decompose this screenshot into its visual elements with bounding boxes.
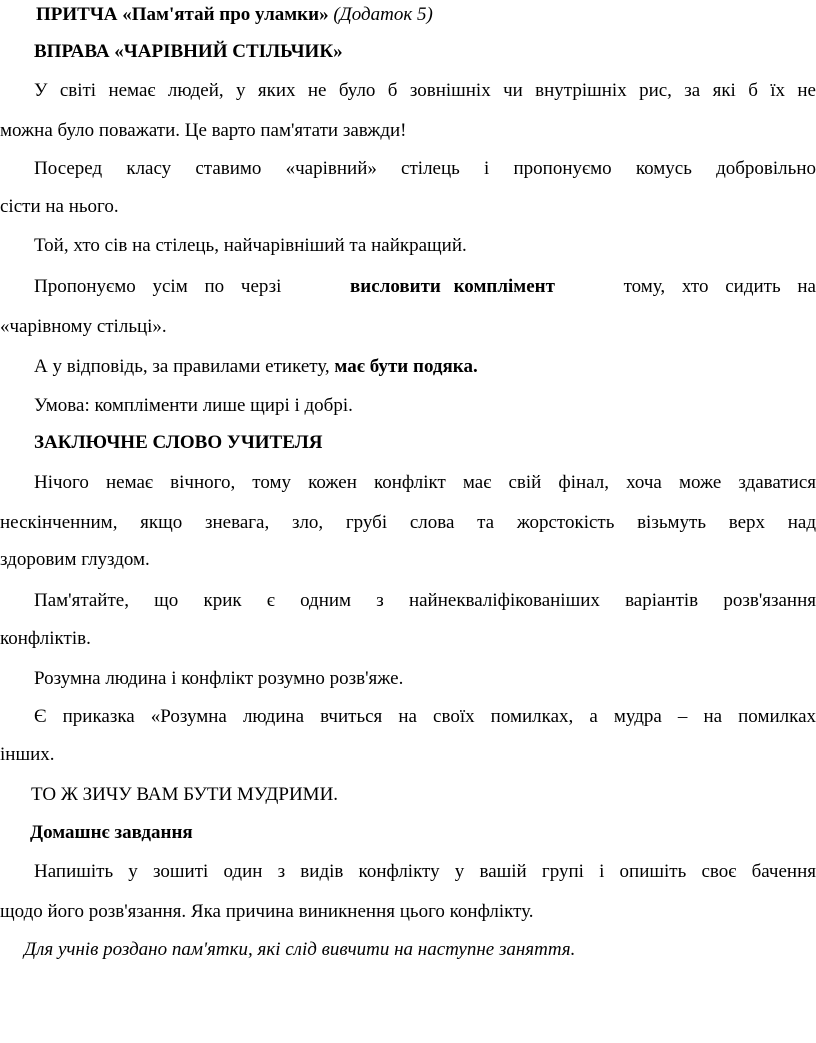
exercise-p2-line1: Посеред класу ставимо «чарівний» стілець і пропонуємо комусь добровільно [34,158,816,179]
exercise-p3: Той, хто сів на стілець, найчарівніший та найкращий. [34,235,467,256]
conclusion-p1-line1: Нічого немає вічного, тому кожен конфлікт має свій фінал, хоча може здаватися [34,472,816,493]
conclusion-p4-line1: Є приказка «Розумна людина вчиться на своїх помилках, а мудра – на помилках [34,706,816,727]
exercise-p5-bold: має бути подяка. [334,356,478,377]
conclusion-p2-line1: Пам'ятайте, що крик є одним з найнекваліфікованіших варіантів розв'язання [34,590,816,611]
exercise-p4-before: Пропонуємо усім по черзі [34,276,282,297]
homework-p1-line2: щодо його розв'язання. Яка причина виникнення цього конфлікту. [0,901,534,922]
exercise-p5-before: А у відповідь, за правилами етикету, [34,356,330,377]
conclusion-p5: ТО Ж ЗИЧУ ВАМ БУТИ МУДРИМИ. [31,784,339,805]
exercise-p4-bold: висловити комплімент [350,276,555,297]
conclusion-p1-line2: нескінченним, якщо зневага, зло, грубі слова та жорстокість візьмуть верх над [0,512,816,533]
exercise-heading: ВПРАВА «ЧАРІВНИЙ СТІЛЬЧИК» [34,41,343,62]
homework-note: Для учнів роздано пам'ятки, які слід вивчити на наступне заняття. [24,939,576,960]
exercise-p5 [34,356,816,378]
conclusion-heading: ЗАКЛЮЧНЕ СЛОВО УЧИТЕЛЯ [34,432,323,453]
exercise-p4-after: тому, хто сидить на [623,276,816,297]
conclusion-p3: Розумна людина і конфлікт розумно розв'яже. [34,668,404,689]
exercise-p2-line2: сісти на нього. [0,196,119,217]
appendix-note: (Додаток 5) [333,4,433,25]
conclusion-p1-line3: здоровим глуздом. [0,549,150,570]
exercise-p1-line2: можна було поважати. Це варто пам'ятати завжди! [0,120,407,141]
exercise-p4-line1 [34,276,816,298]
conclusion-p4-line2: інших. [0,744,55,765]
exercise-p6: Умова: компліменти лише щирі і добрі. [34,395,353,416]
homework-p1-line1: Напишіть у зошиті один з видів конфлікту у вашій групі і опишіть своє бачення [34,861,816,882]
parable-title-line [36,4,816,26]
conclusion-p2-line2: конфліктів. [0,628,91,649]
exercise-p1-line1: У світі немає людей, у яких не було б зовнішніх чи внутрішніх рис, за які б їх не [34,80,816,101]
exercise-p4-line2: «чарівному стільці». [0,316,167,337]
parable-title: ПРИТЧА «Пам'ятай про уламки» [36,4,329,25]
homework-heading: Домашнє завдання [30,822,193,843]
